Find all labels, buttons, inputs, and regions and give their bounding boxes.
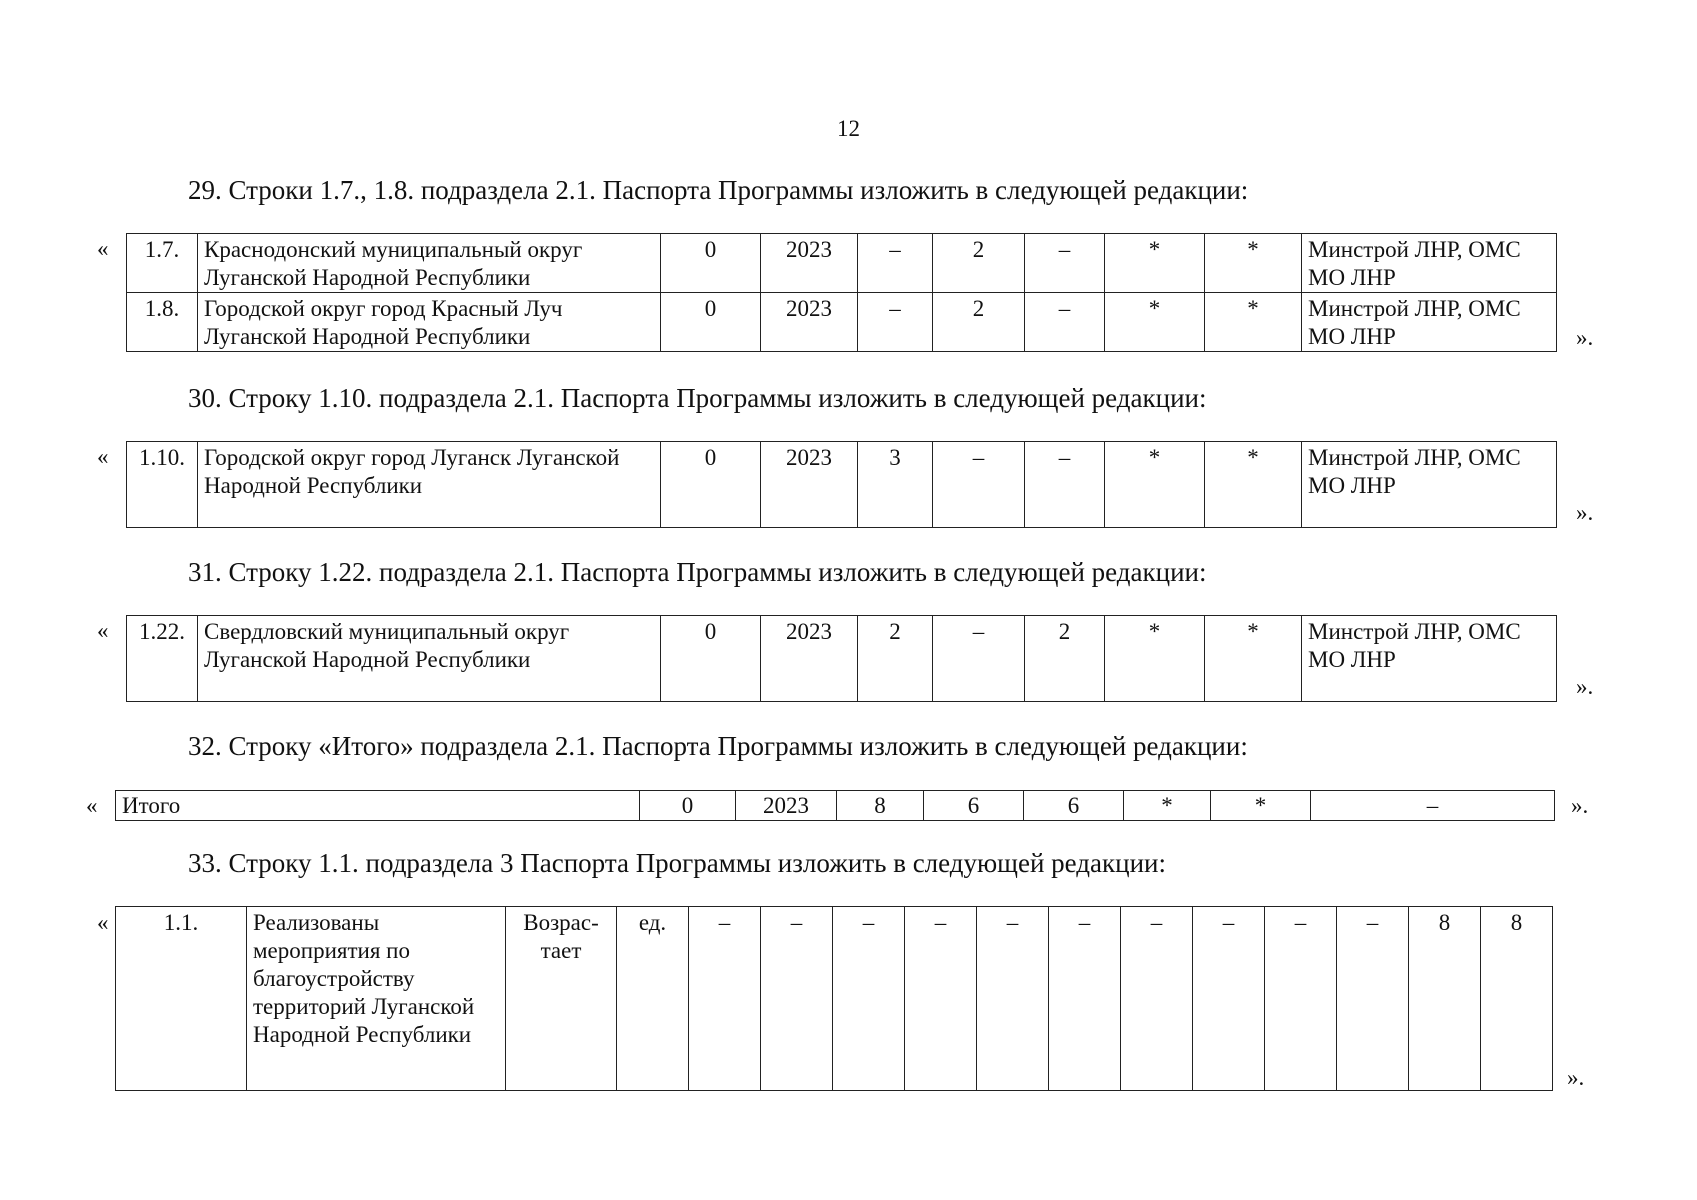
open-quote: « — [97, 910, 109, 935]
close-quote: ». — [1567, 1065, 1585, 1090]
cell: 6 — [1024, 791, 1124, 821]
cell: * — [1124, 791, 1211, 821]
indicator-name: Реализованы мероприятия по благоустройству территорий Луганской Народной Республики — [247, 907, 506, 1091]
cell: 8 — [1409, 907, 1481, 1091]
cell: 0 — [640, 791, 736, 821]
open-quote: « — [86, 793, 98, 818]
cell: – — [1049, 907, 1121, 1091]
cell: 2 — [933, 293, 1025, 352]
section-29-heading: 29. Строки 1.7., 1.8. подраздела 2.1. Паспорта Программы изложить в следующей редакции: — [188, 175, 1249, 205]
table-row — [127, 234, 1557, 293]
table-section-31 — [126, 615, 1557, 702]
row-number: 1.22. — [127, 616, 198, 702]
municipality-name: Свердловский муниципальный округ Луганской Народной Республики — [198, 616, 661, 702]
cell: 8 — [837, 791, 924, 821]
cell: – — [1265, 907, 1337, 1091]
section-32-heading: 32. Строку «Итого» подраздела 2.1. Паспорта Программы изложить в следующей редакции: — [188, 731, 1248, 761]
table-section-29 — [126, 233, 1557, 352]
municipality-name: Краснодонский муниципальный округ Луганской Народной Республики — [198, 234, 661, 293]
row-number: 1.1. — [116, 907, 247, 1091]
cell: – — [1025, 442, 1105, 528]
close-quote: ». — [1576, 674, 1594, 699]
unit-cell: ед. — [617, 907, 689, 1091]
table-section-30 — [126, 441, 1557, 528]
cell: – — [858, 293, 933, 352]
cell: * — [1211, 791, 1311, 821]
year-cell: 2023 — [761, 616, 858, 702]
cell: * — [1105, 442, 1205, 528]
responsible-cell: Минстрой ЛНР, ОМС МО ЛНР — [1302, 234, 1557, 293]
responsible-cell: Минстрой ЛНР, ОМС МО ЛНР — [1302, 616, 1557, 702]
cell: – — [1311, 791, 1555, 821]
responsible-cell: Минстрой ЛНР, ОМС МО ЛНР — [1302, 442, 1557, 528]
year-cell: 2023 — [761, 234, 858, 293]
cell: – — [689, 907, 761, 1091]
row-number: 1.7. — [127, 234, 198, 293]
page-number: 12 — [837, 116, 860, 141]
cell: 0 — [661, 293, 761, 352]
table-section-32 — [115, 790, 1555, 821]
open-quote: « — [97, 236, 109, 261]
cell: * — [1205, 442, 1302, 528]
responsible-cell: Минстрой ЛНР, ОМС МО ЛНР — [1302, 293, 1557, 352]
cell: 0 — [661, 234, 761, 293]
table-row — [127, 293, 1557, 352]
section-30-heading: 30. Строку 1.10. подраздела 2.1. Паспорта Программы изложить в следующей редакции: — [188, 383, 1207, 413]
cell: – — [1025, 293, 1105, 352]
cell: * — [1105, 293, 1205, 352]
table-row — [127, 442, 1557, 528]
close-quote: ». — [1576, 500, 1594, 525]
cell: 0 — [661, 442, 761, 528]
cell: * — [1205, 234, 1302, 293]
cell: 0 — [661, 616, 761, 702]
table-row — [116, 907, 1553, 1091]
cell: – — [933, 442, 1025, 528]
section-31-heading: 31. Строку 1.22. подраздела 2.1. Паспорта Программы изложить в следующей редакции: — [188, 557, 1207, 587]
cell: – — [1193, 907, 1265, 1091]
total-label: Итого — [116, 791, 640, 821]
row-number: 1.8. — [127, 293, 198, 352]
year-cell: 2023 — [736, 791, 837, 821]
cell: 8 — [1481, 907, 1553, 1091]
cell: 3 — [858, 442, 933, 528]
open-quote: « — [97, 444, 109, 469]
cell: – — [858, 234, 933, 293]
cell: 6 — [924, 791, 1024, 821]
year-cell: 2023 — [761, 293, 858, 352]
cell: – — [933, 616, 1025, 702]
year-cell: 2023 — [761, 442, 858, 528]
cell: * — [1105, 616, 1205, 702]
cell: 2 — [933, 234, 1025, 293]
cell: – — [833, 907, 905, 1091]
trend-cell: Возрас-тает — [506, 907, 617, 1091]
table-section-33 — [115, 906, 1553, 1091]
table-row-total — [116, 791, 1555, 821]
cell: * — [1205, 293, 1302, 352]
cell: * — [1105, 234, 1205, 293]
cell: * — [1205, 616, 1302, 702]
cell: – — [1025, 234, 1105, 293]
cell: 2 — [1025, 616, 1105, 702]
section-33-heading: 33. Строку 1.1. подраздела 3 Паспорта Программы изложить в следующей редакции: — [188, 848, 1166, 878]
cell: – — [905, 907, 977, 1091]
table-row — [127, 616, 1557, 702]
cell: – — [977, 907, 1049, 1091]
row-number: 1.10. — [127, 442, 198, 528]
close-quote: ». — [1576, 325, 1594, 350]
open-quote: « — [97, 618, 109, 643]
municipality-name: Городской округ город Луганск Луганской Народной Республики — [198, 442, 661, 528]
cell: – — [1337, 907, 1409, 1091]
cell: – — [761, 907, 833, 1091]
municipality-name: Городской округ город Красный Луч Луганской Народной Республики — [198, 293, 661, 352]
cell: – — [1121, 907, 1193, 1091]
close-quote: ». — [1571, 793, 1589, 818]
cell: 2 — [858, 616, 933, 702]
